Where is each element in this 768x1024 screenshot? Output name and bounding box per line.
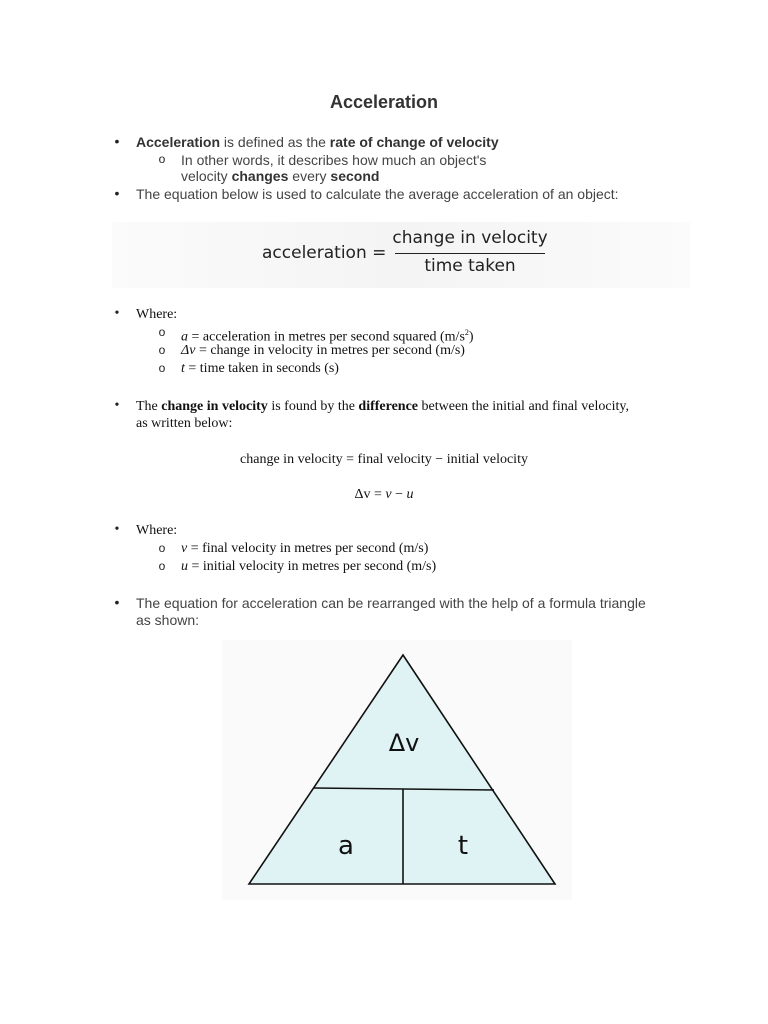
equals-sign: = [370, 487, 386, 502]
text-the: The [136, 399, 162, 414]
where-item-delta-v [181, 342, 465, 360]
symbol-t: t [181, 361, 185, 376]
definition-text: is defined as the [220, 134, 330, 150]
term-acceleration: Acceleration [136, 134, 221, 150]
where-item-text: = time taken in seconds (s) [184, 361, 339, 376]
where-item-final-velocity [181, 540, 428, 558]
sub-bullet-marker: o [158, 559, 166, 573]
sub-bullet-marker: o [158, 152, 166, 166]
symbol-delta-v: Δv [181, 343, 196, 358]
bullet-marker: • [114, 594, 120, 610]
triangle-top-label: Δv [388, 729, 420, 757]
term-rate-of-change: rate of change of velocity [329, 134, 499, 150]
word-equation: change in velocity = final velocity − initial velocity [240, 452, 528, 467]
bullet-marker: • [114, 306, 120, 321]
equation-intro: The equation below is used to calculate the average acceleration of an object: [136, 186, 619, 202]
sub-bullet-line1: In other words, it describes how much an object's [181, 152, 487, 168]
sub-bullet-marker: o [158, 541, 166, 555]
sub-bullet-line2 [181, 167, 379, 185]
equation-denominator: time taken [424, 256, 516, 276]
where-item-text: = final velocity in metres per second (m/s) [187, 541, 429, 556]
symbol-v: v [385, 487, 392, 502]
fraction-bar [395, 253, 545, 254]
sub-bullet-marker: o [158, 325, 166, 339]
text-every: every [288, 168, 331, 184]
triangle-bottom-left-label: a [338, 831, 354, 861]
symbol-a: a [181, 329, 188, 345]
superscript: 2 [464, 328, 469, 337]
acceleration-definition [136, 133, 499, 151]
symbol-u: u [406, 487, 414, 502]
where-item-text: = change in velocity in metres per second (m/s) [195, 343, 465, 358]
symbol-equation [0, 486, 768, 504]
where-item-time [181, 360, 339, 378]
symbol-v: v [181, 541, 188, 556]
triangle-intro-line2: as shown: [136, 612, 200, 628]
symbol-delta-v: Δv [354, 487, 371, 502]
triangle-bottom-right-label: t [457, 831, 469, 861]
equation-numerator: change in velocity [392, 228, 548, 248]
bullet-marker: • [114, 133, 120, 149]
term-second: second [330, 168, 380, 184]
where-item-text: = acceleration in metres per second squared (m/s [188, 329, 465, 345]
where-item-text: = initial velocity in metres per second (m/s) [188, 559, 437, 574]
page-title: Acceleration [329, 92, 439, 112]
where-item-tail: ) [468, 329, 474, 345]
sub-bullet-marker: o [158, 361, 166, 375]
bullet-marker: • [114, 522, 120, 537]
symbol-u: u [181, 559, 188, 574]
change-in-velocity-line1 [136, 398, 629, 416]
where-item-initial-velocity [181, 558, 436, 576]
formula-triangle [222, 640, 572, 900]
term-difference: difference [358, 399, 419, 414]
change-in-velocity-line2: as written below: [136, 416, 233, 431]
minus-sign: − [391, 487, 407, 502]
equation-lhs: acceleration = [262, 243, 387, 263]
text-between: between the initial and final velocity, [418, 399, 629, 414]
text-found-by: is found by the [267, 399, 359, 414]
triangle-intro-line1: The equation for acceleration can be rearranged with the help of a formula triangle [136, 595, 646, 611]
text-velocity: velocity [181, 168, 232, 184]
term-change-in-velocity: change in velocity [161, 399, 268, 414]
bullet-marker: • [114, 398, 120, 413]
term-changes: changes [231, 168, 289, 184]
where-label: Where: [136, 523, 178, 538]
sub-bullet-marker: o [158, 343, 166, 357]
bullet-marker: • [114, 185, 120, 201]
where-label: Where: [136, 307, 178, 322]
